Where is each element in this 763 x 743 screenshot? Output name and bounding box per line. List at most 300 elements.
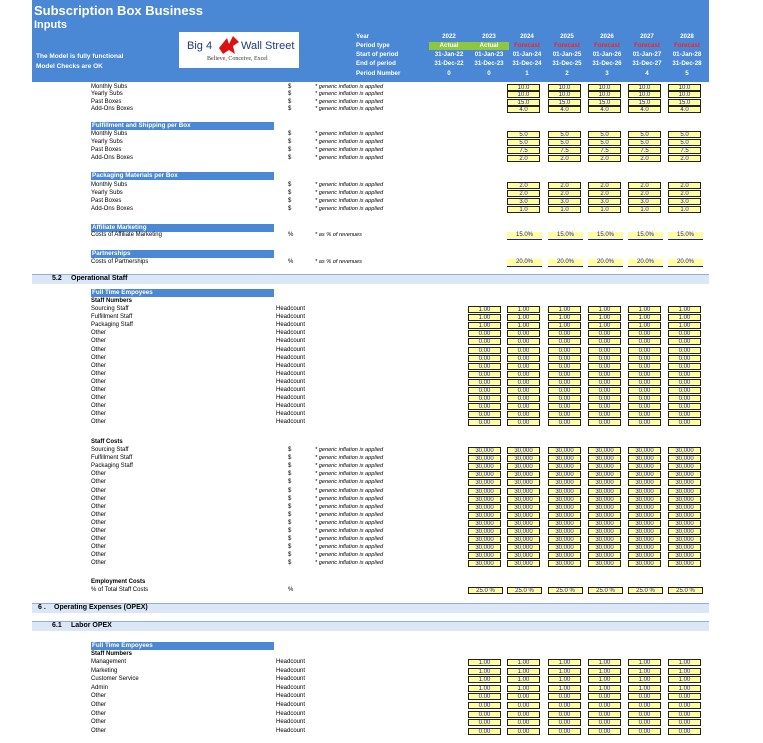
input-cell[interactable]: 0.00: [468, 363, 501, 370]
input-cell[interactable]: 30,000: [628, 479, 661, 486]
input-cell[interactable]: 0.00: [468, 379, 501, 386]
input-cell[interactable]: 30,000: [507, 512, 540, 519]
input-cell[interactable]: 1.00: [668, 668, 701, 675]
input-cell[interactable]: 30,000: [588, 455, 621, 462]
input-cell[interactable]: 15.0: [588, 99, 621, 106]
input-cell[interactable]: 0.00: [507, 347, 540, 354]
input-cell[interactable]: 30,000: [588, 463, 621, 470]
input-cell[interactable]: 0.00: [468, 693, 501, 700]
input-cell[interactable]: 30,000: [548, 520, 581, 527]
input-cell[interactable]: 30,000: [628, 496, 661, 503]
input-cell[interactable]: 30,000: [668, 471, 701, 478]
input-cell[interactable]: 0.00: [628, 363, 661, 370]
input-cell[interactable]: 30,000: [628, 552, 661, 559]
input-cell[interactable]: 0.00: [548, 355, 581, 362]
input-cell[interactable]: 1.00: [468, 314, 501, 321]
input-cell[interactable]: 0.00: [588, 419, 621, 426]
input-cell[interactable]: 2.0: [507, 190, 540, 197]
input-cell[interactable]: 4.0: [548, 106, 581, 113]
input-cell[interactable]: 30,000: [507, 471, 540, 478]
input-cell[interactable]: 30,000: [588, 560, 621, 567]
input-cell[interactable]: 1.00: [588, 685, 621, 692]
input-cell[interactable]: 1.00: [468, 685, 501, 692]
input-cell[interactable]: 1.00: [668, 314, 701, 321]
input-cell[interactable]: 5.0: [668, 139, 701, 146]
input-cell[interactable]: 30,000: [628, 536, 661, 543]
input-cell[interactable]: 0.00: [548, 419, 581, 426]
input-cell[interactable]: 30,000: [668, 463, 701, 470]
input-cell[interactable]: 0.00: [507, 387, 540, 394]
input-cell[interactable]: 0.00: [628, 693, 661, 700]
input-cell[interactable]: 1.00: [468, 322, 501, 329]
input-cell[interactable]: 30,000: [507, 560, 540, 567]
input-cell[interactable]: 30,000: [588, 536, 621, 543]
input-cell[interactable]: 0.00: [588, 728, 621, 735]
affiliate-pct-cell[interactable]: 15.0%: [507, 232, 542, 239]
input-cell[interactable]: 0.00: [628, 330, 661, 337]
input-cell[interactable]: 1.00: [668, 676, 701, 683]
input-cell[interactable]: 0.00: [548, 711, 581, 718]
input-cell[interactable]: 4.0: [668, 106, 701, 113]
input-cell[interactable]: 0.00: [668, 411, 701, 418]
input-cell[interactable]: 3.0: [588, 198, 621, 205]
input-cell[interactable]: 0.00: [468, 403, 501, 410]
input-cell[interactable]: 2.0: [588, 182, 621, 189]
input-cell[interactable]: 0.00: [668, 693, 701, 700]
input-cell[interactable]: 10.0: [628, 91, 661, 98]
input-cell[interactable]: 30,000: [468, 552, 501, 559]
input-cell[interactable]: 1.00: [468, 676, 501, 683]
input-cell[interactable]: 1.00: [588, 306, 621, 313]
input-cell[interactable]: 30,000: [548, 455, 581, 462]
input-cell[interactable]: 1.00: [548, 306, 581, 313]
input-cell[interactable]: 0.00: [668, 330, 701, 337]
input-cell[interactable]: 1.00: [628, 306, 661, 313]
input-cell[interactable]: 1.00: [548, 322, 581, 329]
input-cell[interactable]: 30,000: [628, 512, 661, 519]
input-cell[interactable]: 0.00: [507, 363, 540, 370]
input-cell[interactable]: 30,000: [548, 544, 581, 551]
input-cell[interactable]: 1.00: [548, 314, 581, 321]
input-cell[interactable]: 1.00: [548, 668, 581, 675]
input-cell[interactable]: 1.00: [628, 668, 661, 675]
input-cell[interactable]: 1.00: [548, 659, 581, 666]
input-cell[interactable]: 0.00: [668, 728, 701, 735]
input-cell[interactable]: 0.00: [628, 379, 661, 386]
input-cell[interactable]: 1.00: [507, 676, 540, 683]
input-cell[interactable]: 30,000: [468, 520, 501, 527]
input-cell[interactable]: 3.0: [668, 198, 701, 205]
input-cell[interactable]: 1.00: [668, 322, 701, 329]
input-cell[interactable]: 0.00: [507, 719, 540, 726]
input-cell[interactable]: 30,000: [668, 455, 701, 462]
input-cell[interactable]: 0.00: [468, 411, 501, 418]
input-cell[interactable]: 0.00: [548, 719, 581, 726]
input-cell[interactable]: 1.00: [507, 322, 540, 329]
input-cell[interactable]: 30,000: [588, 528, 621, 535]
input-cell[interactable]: 30,000: [468, 504, 501, 511]
input-cell[interactable]: 30,000: [548, 496, 581, 503]
input-cell[interactable]: 30,000: [548, 536, 581, 543]
input-cell[interactable]: 1.0: [507, 206, 540, 213]
input-cell[interactable]: 3.0: [548, 198, 581, 205]
input-cell[interactable]: 30,000: [468, 544, 501, 551]
input-cell[interactable]: 2.0: [588, 155, 621, 162]
input-cell[interactable]: 0.00: [548, 371, 581, 378]
input-cell[interactable]: 30,000: [588, 520, 621, 527]
input-cell[interactable]: 0.00: [548, 330, 581, 337]
input-cell[interactable]: 25.0 %: [548, 587, 583, 594]
input-cell[interactable]: 0.00: [548, 338, 581, 345]
input-cell[interactable]: 30,000: [548, 504, 581, 511]
input-cell[interactable]: 0.00: [628, 711, 661, 718]
input-cell[interactable]: 30,000: [468, 488, 501, 495]
input-cell[interactable]: 5.0: [548, 131, 581, 138]
input-cell[interactable]: 10.0: [548, 91, 581, 98]
input-cell[interactable]: 1.00: [548, 685, 581, 692]
input-cell[interactable]: 0.00: [548, 702, 581, 709]
input-cell[interactable]: 0.00: [548, 411, 581, 418]
input-cell[interactable]: 30,000: [628, 528, 661, 535]
input-cell[interactable]: 0.00: [507, 355, 540, 362]
input-cell[interactable]: 10.0: [507, 91, 540, 98]
input-cell[interactable]: 10.0: [668, 84, 701, 91]
input-cell[interactable]: 0.00: [668, 338, 701, 345]
input-cell[interactable]: 0.00: [628, 371, 661, 378]
input-cell[interactable]: 7.5: [628, 147, 661, 154]
input-cell[interactable]: 0.00: [628, 338, 661, 345]
input-cell[interactable]: 0.00: [507, 702, 540, 709]
input-cell[interactable]: 0.00: [468, 728, 501, 735]
input-cell[interactable]: 2.0: [668, 182, 701, 189]
input-cell[interactable]: 0.00: [548, 403, 581, 410]
input-cell[interactable]: 30,000: [668, 479, 701, 486]
input-cell[interactable]: 0.00: [668, 711, 701, 718]
input-cell[interactable]: 30,000: [468, 560, 501, 567]
input-cell[interactable]: 30,000: [507, 479, 540, 486]
input-cell[interactable]: 0.00: [668, 379, 701, 386]
input-cell[interactable]: 1.0: [668, 206, 701, 213]
input-cell[interactable]: 30,000: [628, 520, 661, 527]
input-cell[interactable]: 30,000: [548, 463, 581, 470]
input-cell[interactable]: 1.00: [468, 668, 501, 675]
input-cell[interactable]: 30,000: [507, 488, 540, 495]
input-cell[interactable]: 5.0: [507, 139, 540, 146]
input-cell[interactable]: 30,000: [668, 488, 701, 495]
input-cell[interactable]: 0.00: [468, 419, 501, 426]
input-cell[interactable]: 2.0: [628, 155, 661, 162]
input-cell[interactable]: 0.00: [628, 411, 661, 418]
input-cell[interactable]: 1.00: [668, 685, 701, 692]
input-cell[interactable]: 0.00: [468, 330, 501, 337]
affiliate-pct-cell[interactable]: 15.0%: [668, 232, 703, 239]
input-cell[interactable]: 0.00: [628, 702, 661, 709]
input-cell[interactable]: 0.00: [628, 719, 661, 726]
input-cell[interactable]: 30,000: [588, 471, 621, 478]
input-cell[interactable]: 30,000: [668, 552, 701, 559]
partnership-pct-cell[interactable]: 20.0%: [507, 259, 542, 266]
input-cell[interactable]: 0.00: [668, 702, 701, 709]
input-cell[interactable]: 30,000: [668, 528, 701, 535]
input-cell[interactable]: 5.0: [548, 139, 581, 146]
input-cell[interactable]: 30,000: [628, 471, 661, 478]
input-cell[interactable]: 30,000: [668, 504, 701, 511]
input-cell[interactable]: 30,000: [548, 560, 581, 567]
input-cell[interactable]: 0.00: [588, 330, 621, 337]
input-cell[interactable]: 0.00: [588, 395, 621, 402]
input-cell[interactable]: 30,000: [588, 504, 621, 511]
input-cell[interactable]: 30,000: [668, 520, 701, 527]
input-cell[interactable]: 30,000: [507, 463, 540, 470]
input-cell[interactable]: 30,000: [548, 479, 581, 486]
input-cell[interactable]: 0.00: [468, 395, 501, 402]
input-cell[interactable]: 7.5: [588, 147, 621, 154]
input-cell[interactable]: 0.00: [668, 347, 701, 354]
input-cell[interactable]: 1.00: [668, 659, 701, 666]
input-cell[interactable]: 30,000: [588, 479, 621, 486]
affiliate-pct-cell[interactable]: 15.0%: [588, 232, 623, 239]
input-cell[interactable]: 30,000: [548, 512, 581, 519]
input-cell[interactable]: 30,000: [628, 488, 661, 495]
input-cell[interactable]: 0.00: [507, 403, 540, 410]
input-cell[interactable]: 30,000: [588, 512, 621, 519]
input-cell[interactable]: 30,000: [628, 504, 661, 511]
input-cell[interactable]: 30,000: [668, 544, 701, 551]
input-cell[interactable]: 0.00: [628, 419, 661, 426]
input-cell[interactable]: 0.00: [548, 363, 581, 370]
input-cell[interactable]: 1.00: [507, 659, 540, 666]
input-cell[interactable]: 1.00: [628, 676, 661, 683]
input-cell[interactable]: 2.0: [668, 155, 701, 162]
input-cell[interactable]: 1.00: [468, 659, 501, 666]
input-cell[interactable]: 0.00: [468, 702, 501, 709]
input-cell[interactable]: 0.00: [588, 702, 621, 709]
input-cell[interactable]: 0.00: [468, 711, 501, 718]
input-cell[interactable]: 0.00: [588, 355, 621, 362]
input-cell[interactable]: 1.0: [628, 206, 661, 213]
input-cell[interactable]: 0.00: [588, 403, 621, 410]
input-cell[interactable]: 0.00: [588, 338, 621, 345]
input-cell[interactable]: 0.00: [588, 711, 621, 718]
input-cell[interactable]: 30,000: [668, 496, 701, 503]
input-cell[interactable]: 30,000: [507, 496, 540, 503]
input-cell[interactable]: 0.00: [507, 711, 540, 718]
input-cell[interactable]: 10.0: [668, 91, 701, 98]
input-cell[interactable]: 0.00: [668, 719, 701, 726]
input-cell[interactable]: 0.00: [588, 347, 621, 354]
input-cell[interactable]: 0.00: [588, 363, 621, 370]
input-cell[interactable]: 25.0 %: [668, 587, 703, 594]
input-cell[interactable]: 0.00: [507, 371, 540, 378]
input-cell[interactable]: 0.00: [588, 379, 621, 386]
input-cell[interactable]: 30,000: [548, 552, 581, 559]
partnership-pct-cell[interactable]: 20.0%: [588, 259, 623, 266]
input-cell[interactable]: 0.00: [507, 693, 540, 700]
input-cell[interactable]: 0.00: [668, 403, 701, 410]
input-cell[interactable]: 0.00: [548, 387, 581, 394]
input-cell[interactable]: 30,000: [668, 512, 701, 519]
input-cell[interactable]: 0.00: [468, 347, 501, 354]
input-cell[interactable]: 1.00: [588, 668, 621, 675]
input-cell[interactable]: 3.0: [628, 198, 661, 205]
input-cell[interactable]: 0.00: [548, 347, 581, 354]
input-cell[interactable]: 0.00: [468, 719, 501, 726]
partnership-pct-cell[interactable]: 20.0%: [548, 259, 583, 266]
partnership-pct-cell[interactable]: 20.0%: [628, 259, 663, 266]
input-cell[interactable]: 1.00: [507, 685, 540, 692]
input-cell[interactable]: 5.0: [668, 131, 701, 138]
input-cell[interactable]: 30,000: [507, 536, 540, 543]
input-cell[interactable]: 15.0: [507, 99, 540, 106]
input-cell[interactable]: 10.0: [628, 84, 661, 91]
input-cell[interactable]: 1.00: [588, 314, 621, 321]
input-cell[interactable]: 0.00: [507, 419, 540, 426]
input-cell[interactable]: 0.00: [468, 355, 501, 362]
input-cell[interactable]: 30,000: [548, 488, 581, 495]
input-cell[interactable]: 30,000: [548, 447, 581, 454]
input-cell[interactable]: 30,000: [588, 544, 621, 551]
input-cell[interactable]: 0.00: [507, 338, 540, 345]
input-cell[interactable]: 0.00: [507, 330, 540, 337]
input-cell[interactable]: 15.0: [628, 99, 661, 106]
input-cell[interactable]: 0.00: [468, 338, 501, 345]
input-cell[interactable]: 30,000: [628, 463, 661, 470]
input-cell[interactable]: 2.0: [628, 190, 661, 197]
input-cell[interactable]: 0.00: [588, 371, 621, 378]
input-cell[interactable]: 1.00: [628, 685, 661, 692]
input-cell[interactable]: 30,000: [548, 471, 581, 478]
input-cell[interactable]: 5.0: [588, 139, 621, 146]
input-cell[interactable]: 15.0: [668, 99, 701, 106]
input-cell[interactable]: 2.0: [588, 190, 621, 197]
input-cell[interactable]: 0.00: [468, 371, 501, 378]
input-cell[interactable]: 0.00: [628, 355, 661, 362]
input-cell[interactable]: 10.0: [548, 84, 581, 91]
input-cell[interactable]: 2.0: [507, 182, 540, 189]
input-cell[interactable]: 30,000: [668, 447, 701, 454]
input-cell[interactable]: 1.0: [588, 206, 621, 213]
input-cell[interactable]: 0.00: [548, 395, 581, 402]
input-cell[interactable]: 10.0: [588, 91, 621, 98]
input-cell[interactable]: 1.00: [507, 668, 540, 675]
input-cell[interactable]: 25.0 %: [628, 587, 663, 594]
input-cell[interactable]: 5.0: [628, 131, 661, 138]
input-cell[interactable]: 30,000: [507, 520, 540, 527]
input-cell[interactable]: 0.00: [668, 395, 701, 402]
input-cell[interactable]: 0.00: [548, 728, 581, 735]
input-cell[interactable]: 1.00: [588, 322, 621, 329]
input-cell[interactable]: 30,000: [588, 496, 621, 503]
input-cell[interactable]: 7.5: [548, 147, 581, 154]
input-cell[interactable]: 0.00: [507, 379, 540, 386]
input-cell[interactable]: 1.00: [628, 322, 661, 329]
input-cell[interactable]: 30,000: [468, 528, 501, 535]
input-cell[interactable]: 0.00: [628, 728, 661, 735]
input-cell[interactable]: 0.00: [668, 363, 701, 370]
input-cell[interactable]: 0.00: [588, 693, 621, 700]
input-cell[interactable]: 30,000: [548, 528, 581, 535]
input-cell[interactable]: 30,000: [668, 536, 701, 543]
input-cell[interactable]: 0.00: [588, 387, 621, 394]
input-cell[interactable]: 25.0 %: [588, 587, 623, 594]
input-cell[interactable]: 30,000: [628, 544, 661, 551]
input-cell[interactable]: 25.0 %: [468, 587, 503, 594]
input-cell[interactable]: 1.00: [668, 306, 701, 313]
input-cell[interactable]: 4.0: [628, 106, 661, 113]
input-cell[interactable]: 2.0: [548, 190, 581, 197]
input-cell[interactable]: 1.00: [507, 306, 540, 313]
input-cell[interactable]: 30,000: [468, 496, 501, 503]
input-cell[interactable]: 30,000: [628, 447, 661, 454]
input-cell[interactable]: 2.0: [668, 190, 701, 197]
affiliate-pct-cell[interactable]: 15.0%: [548, 232, 583, 239]
partnership-pct-cell[interactable]: 20.0%: [668, 259, 703, 266]
input-cell[interactable]: 30,000: [588, 552, 621, 559]
input-cell[interactable]: 0.00: [588, 411, 621, 418]
input-cell[interactable]: 0.00: [507, 395, 540, 402]
input-cell[interactable]: 10.0: [588, 84, 621, 91]
input-cell[interactable]: 2.0: [548, 155, 581, 162]
input-cell[interactable]: 4.0: [507, 106, 540, 113]
input-cell[interactable]: 30,000: [507, 552, 540, 559]
input-cell[interactable]: 5.0: [628, 139, 661, 146]
input-cell[interactable]: 5.0: [588, 131, 621, 138]
input-cell[interactable]: 25.0 %: [507, 587, 542, 594]
input-cell[interactable]: 1.00: [588, 659, 621, 666]
input-cell[interactable]: 0.00: [628, 387, 661, 394]
input-cell[interactable]: 30,000: [507, 455, 540, 462]
input-cell[interactable]: 5.0: [507, 131, 540, 138]
input-cell[interactable]: 1.00: [468, 306, 501, 313]
input-cell[interactable]: 2.0: [507, 155, 540, 162]
input-cell[interactable]: 0.00: [468, 387, 501, 394]
input-cell[interactable]: 1.00: [548, 676, 581, 683]
input-cell[interactable]: 0.00: [628, 395, 661, 402]
input-cell[interactable]: 30,000: [468, 471, 501, 478]
input-cell[interactable]: 30,000: [588, 447, 621, 454]
input-cell[interactable]: 30,000: [468, 447, 501, 454]
input-cell[interactable]: 2.0: [628, 182, 661, 189]
input-cell[interactable]: 1.0: [548, 206, 581, 213]
input-cell[interactable]: 0.00: [668, 355, 701, 362]
input-cell[interactable]: 30,000: [628, 560, 661, 567]
input-cell[interactable]: 1.00: [628, 314, 661, 321]
input-cell[interactable]: 30,000: [507, 544, 540, 551]
input-cell[interactable]: 0.00: [628, 403, 661, 410]
input-cell[interactable]: 15.0: [548, 99, 581, 106]
input-cell[interactable]: 10.0: [507, 84, 540, 91]
input-cell[interactable]: 0.00: [548, 379, 581, 386]
input-cell[interactable]: 0.00: [668, 387, 701, 394]
input-cell[interactable]: 0.00: [588, 719, 621, 726]
input-cell[interactable]: 2.0: [548, 182, 581, 189]
input-cell[interactable]: 30,000: [468, 455, 501, 462]
input-cell[interactable]: 1.00: [507, 314, 540, 321]
input-cell[interactable]: 30,000: [468, 479, 501, 486]
input-cell[interactable]: 0.00: [548, 693, 581, 700]
input-cell[interactable]: 30,000: [668, 560, 701, 567]
input-cell[interactable]: 1.00: [588, 676, 621, 683]
input-cell[interactable]: 30,000: [468, 463, 501, 470]
input-cell[interactable]: 30,000: [468, 512, 501, 519]
input-cell[interactable]: 0.00: [668, 371, 701, 378]
affiliate-pct-cell[interactable]: 15.0%: [628, 232, 663, 239]
input-cell[interactable]: 0.00: [668, 419, 701, 426]
input-cell[interactable]: 3.0: [507, 198, 540, 205]
input-cell[interactable]: 0.00: [507, 728, 540, 735]
input-cell[interactable]: 7.5: [507, 147, 540, 154]
input-cell[interactable]: 30,000: [628, 455, 661, 462]
